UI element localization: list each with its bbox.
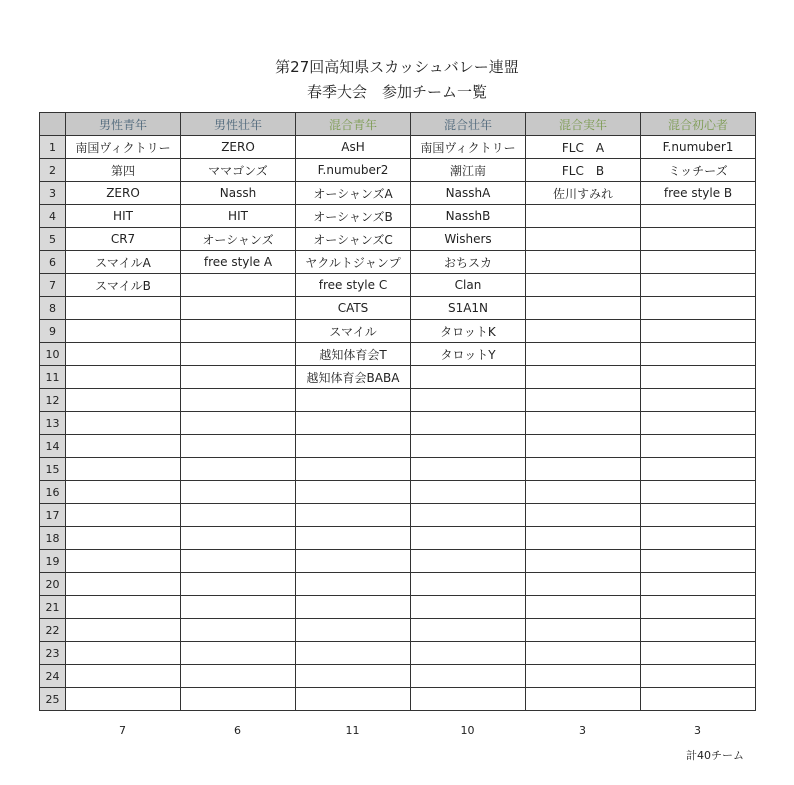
row-number: 18 [40, 527, 66, 550]
row-number: 20 [40, 573, 66, 596]
team-cell [526, 205, 641, 228]
team-cell [181, 688, 296, 711]
table-row [40, 274, 756, 297]
team-cell: HIT [66, 205, 181, 228]
team-cell: Wishers [411, 228, 526, 251]
team-cell [411, 550, 526, 573]
team-cell [411, 481, 526, 504]
table-row [40, 136, 756, 159]
team-cell [181, 435, 296, 458]
team-cell [411, 688, 526, 711]
team-cell [526, 458, 641, 481]
team-cell [181, 573, 296, 596]
team-cell [526, 274, 641, 297]
team-cell [296, 550, 411, 573]
table-row [40, 665, 756, 688]
team-cell: 越知体育会BABA [296, 366, 411, 389]
team-cell [526, 228, 641, 251]
row-number: 13 [40, 412, 66, 435]
table-row [40, 228, 756, 251]
row-number: 1 [40, 136, 66, 159]
team-cell [181, 320, 296, 343]
team-cell [641, 274, 756, 297]
team-cell [66, 412, 181, 435]
team-cell: free style C [296, 274, 411, 297]
row-number: 24 [40, 665, 66, 688]
team-cell [641, 366, 756, 389]
team-cell [66, 297, 181, 320]
table-row [40, 481, 756, 504]
team-cell: オーシャンズA [296, 182, 411, 205]
team-cell [66, 343, 181, 366]
title-line-1: 第27回高知県スカッシュバレー連盟 [275, 58, 519, 76]
row-number: 23 [40, 642, 66, 665]
team-cell [296, 688, 411, 711]
team-cell [526, 366, 641, 389]
team-cell [641, 642, 756, 665]
table-row [40, 343, 756, 366]
team-cell [181, 642, 296, 665]
row-number: 12 [40, 389, 66, 412]
team-cell: free style A [181, 251, 296, 274]
table-row [40, 205, 756, 228]
team-cell [641, 205, 756, 228]
row-number: 16 [40, 481, 66, 504]
team-cell: オーシャンズC [296, 228, 411, 251]
team-cell [181, 504, 296, 527]
team-cell [526, 297, 641, 320]
team-cell [641, 389, 756, 412]
team-cell [641, 228, 756, 251]
team-cell: FLC B [526, 159, 641, 182]
team-cell [181, 619, 296, 642]
team-cell: 第四 [66, 159, 181, 182]
team-cell [66, 458, 181, 481]
table-row [40, 596, 756, 619]
team-cell [181, 412, 296, 435]
table-row [40, 550, 756, 573]
table-row [40, 619, 756, 642]
team-cell: 南国ヴィクトリー [66, 136, 181, 159]
team-cell: オーシャンズB [296, 205, 411, 228]
row-number: 22 [40, 619, 66, 642]
row-number: 15 [40, 458, 66, 481]
team-cell [411, 573, 526, 596]
team-cell [526, 527, 641, 550]
team-cell: free style B [641, 182, 756, 205]
team-cell [641, 527, 756, 550]
team-cell: FLC A [526, 136, 641, 159]
row-number: 4 [40, 205, 66, 228]
count-cell: 6 [234, 724, 241, 737]
header-cell: 男性壮年 [181, 113, 296, 136]
table-row [40, 412, 756, 435]
total-count: 計40チーム [686, 749, 744, 762]
team-cell [641, 343, 756, 366]
team-cell [296, 504, 411, 527]
corner-cell [40, 113, 66, 136]
table-row [40, 389, 756, 412]
team-cell [526, 596, 641, 619]
team-cell [296, 527, 411, 550]
team-cell: オーシャンズ [181, 228, 296, 251]
team-cell [526, 642, 641, 665]
team-cell [526, 320, 641, 343]
table-row [40, 320, 756, 343]
row-number: 2 [40, 159, 66, 182]
team-cell [66, 619, 181, 642]
team-cell [181, 343, 296, 366]
team-cell [411, 366, 526, 389]
team-cell [641, 297, 756, 320]
team-cell [181, 665, 296, 688]
header-cell: 混合実年 [526, 113, 641, 136]
row-number: 7 [40, 274, 66, 297]
row-number: 9 [40, 320, 66, 343]
team-cell [526, 550, 641, 573]
row-number: 17 [40, 504, 66, 527]
team-cell [66, 320, 181, 343]
row-number: 25 [40, 688, 66, 711]
table-row [40, 297, 756, 320]
team-cell [66, 481, 181, 504]
team-cell [296, 642, 411, 665]
table-row [40, 688, 756, 711]
team-cell [181, 550, 296, 573]
count-cell: 7 [119, 724, 126, 737]
count-cell: 11 [345, 724, 360, 737]
team-cell [66, 527, 181, 550]
table-row [40, 458, 756, 481]
team-cell [641, 504, 756, 527]
team-cell [296, 389, 411, 412]
team-cell [411, 642, 526, 665]
team-cell [296, 481, 411, 504]
team-cell [411, 412, 526, 435]
team-cell [641, 412, 756, 435]
team-cell [411, 435, 526, 458]
count-cell: 10 [460, 724, 475, 737]
table-row [40, 182, 756, 205]
team-cell [526, 665, 641, 688]
team-cell: スマイルA [66, 251, 181, 274]
team-cell [641, 596, 756, 619]
team-cell: NasshB [411, 205, 526, 228]
team-cell [641, 435, 756, 458]
team-cell [641, 619, 756, 642]
team-cell: スマイルB [66, 274, 181, 297]
team-cell: 潮江南 [411, 159, 526, 182]
team-cell: ママゴンズ [181, 159, 296, 182]
team-cell [411, 389, 526, 412]
team-cell: 南国ヴィクトリー [411, 136, 526, 159]
team-cell [641, 251, 756, 274]
title-line-2: 春季大会 参加チーム一覧 [306, 83, 487, 101]
team-cell [296, 596, 411, 619]
team-cell: Nassh [181, 182, 296, 205]
team-cell [526, 573, 641, 596]
team-cell [641, 688, 756, 711]
team-cell [411, 619, 526, 642]
team-cell [411, 665, 526, 688]
team-table [39, 112, 756, 711]
team-cell [66, 389, 181, 412]
team-cell: CR7 [66, 228, 181, 251]
count-cell: 3 [579, 724, 586, 737]
row-number: 5 [40, 228, 66, 251]
team-cell [641, 458, 756, 481]
header-cell: 混合青年 [296, 113, 411, 136]
team-cell [181, 458, 296, 481]
header-row [40, 113, 756, 136]
header-cell: 男性青年 [66, 113, 181, 136]
team-cell [526, 412, 641, 435]
team-cell: F.numuber2 [296, 159, 411, 182]
team-cell: CATS [296, 297, 411, 320]
team-cell [181, 366, 296, 389]
team-cell: ミッチーズ [641, 159, 756, 182]
team-cell: AsH [296, 136, 411, 159]
row-number: 21 [40, 596, 66, 619]
team-cell: NasshA [411, 182, 526, 205]
team-cell [181, 297, 296, 320]
team-cell [66, 550, 181, 573]
team-cell [641, 550, 756, 573]
team-cell [296, 619, 411, 642]
team-cell: タロットK [411, 320, 526, 343]
table-row [40, 435, 756, 458]
team-cell [181, 389, 296, 412]
team-cell: Clan [411, 274, 526, 297]
row-number: 6 [40, 251, 66, 274]
team-cell [181, 274, 296, 297]
team-cell [411, 504, 526, 527]
team-cell [66, 665, 181, 688]
team-cell: 佐川すみれ [526, 182, 641, 205]
team-cell [66, 504, 181, 527]
table-row [40, 251, 756, 274]
team-cell [641, 320, 756, 343]
team-cell [296, 665, 411, 688]
team-cell [411, 596, 526, 619]
row-number: 14 [40, 435, 66, 458]
team-cell [296, 458, 411, 481]
team-cell [66, 366, 181, 389]
table-body [40, 136, 756, 711]
row-number: 10 [40, 343, 66, 366]
team-cell [526, 688, 641, 711]
row-number: 3 [40, 182, 66, 205]
team-cell [66, 573, 181, 596]
row-number: 11 [40, 366, 66, 389]
team-cell: タロットY [411, 343, 526, 366]
row-number: 8 [40, 297, 66, 320]
team-cell [296, 573, 411, 596]
team-cell [526, 389, 641, 412]
team-cell: HIT [181, 205, 296, 228]
team-cell: 越知体育会T [296, 343, 411, 366]
table-row [40, 159, 756, 182]
team-cell [181, 596, 296, 619]
team-cell [66, 435, 181, 458]
team-cell [526, 481, 641, 504]
table-row [40, 504, 756, 527]
team-cell [181, 527, 296, 550]
team-cell: ZERO [66, 182, 181, 205]
team-cell [296, 412, 411, 435]
team-cell: S1A1N [411, 297, 526, 320]
team-cell [641, 573, 756, 596]
team-cell: スマイル [296, 320, 411, 343]
count-cell: 3 [694, 724, 701, 737]
team-cell: F.numuber1 [641, 136, 756, 159]
row-number: 19 [40, 550, 66, 573]
team-cell [411, 527, 526, 550]
team-cell [411, 458, 526, 481]
table-row [40, 573, 756, 596]
team-cell [296, 435, 411, 458]
team-cell [526, 251, 641, 274]
team-cell [641, 481, 756, 504]
team-cell [66, 596, 181, 619]
header-cell: 混合壮年 [411, 113, 526, 136]
team-cell: ZERO [181, 136, 296, 159]
header-cell: 混合初心者 [641, 113, 756, 136]
team-cell: おちスカ [411, 251, 526, 274]
team-cell: ヤクルトジャンプ [296, 251, 411, 274]
team-cell [66, 688, 181, 711]
team-cell [526, 504, 641, 527]
table-row [40, 366, 756, 389]
team-cell [526, 343, 641, 366]
team-cell [526, 619, 641, 642]
team-cell [181, 481, 296, 504]
team-cell [526, 435, 641, 458]
team-cell [641, 665, 756, 688]
table-row [40, 527, 756, 550]
team-cell [66, 642, 181, 665]
table-row [40, 642, 756, 665]
